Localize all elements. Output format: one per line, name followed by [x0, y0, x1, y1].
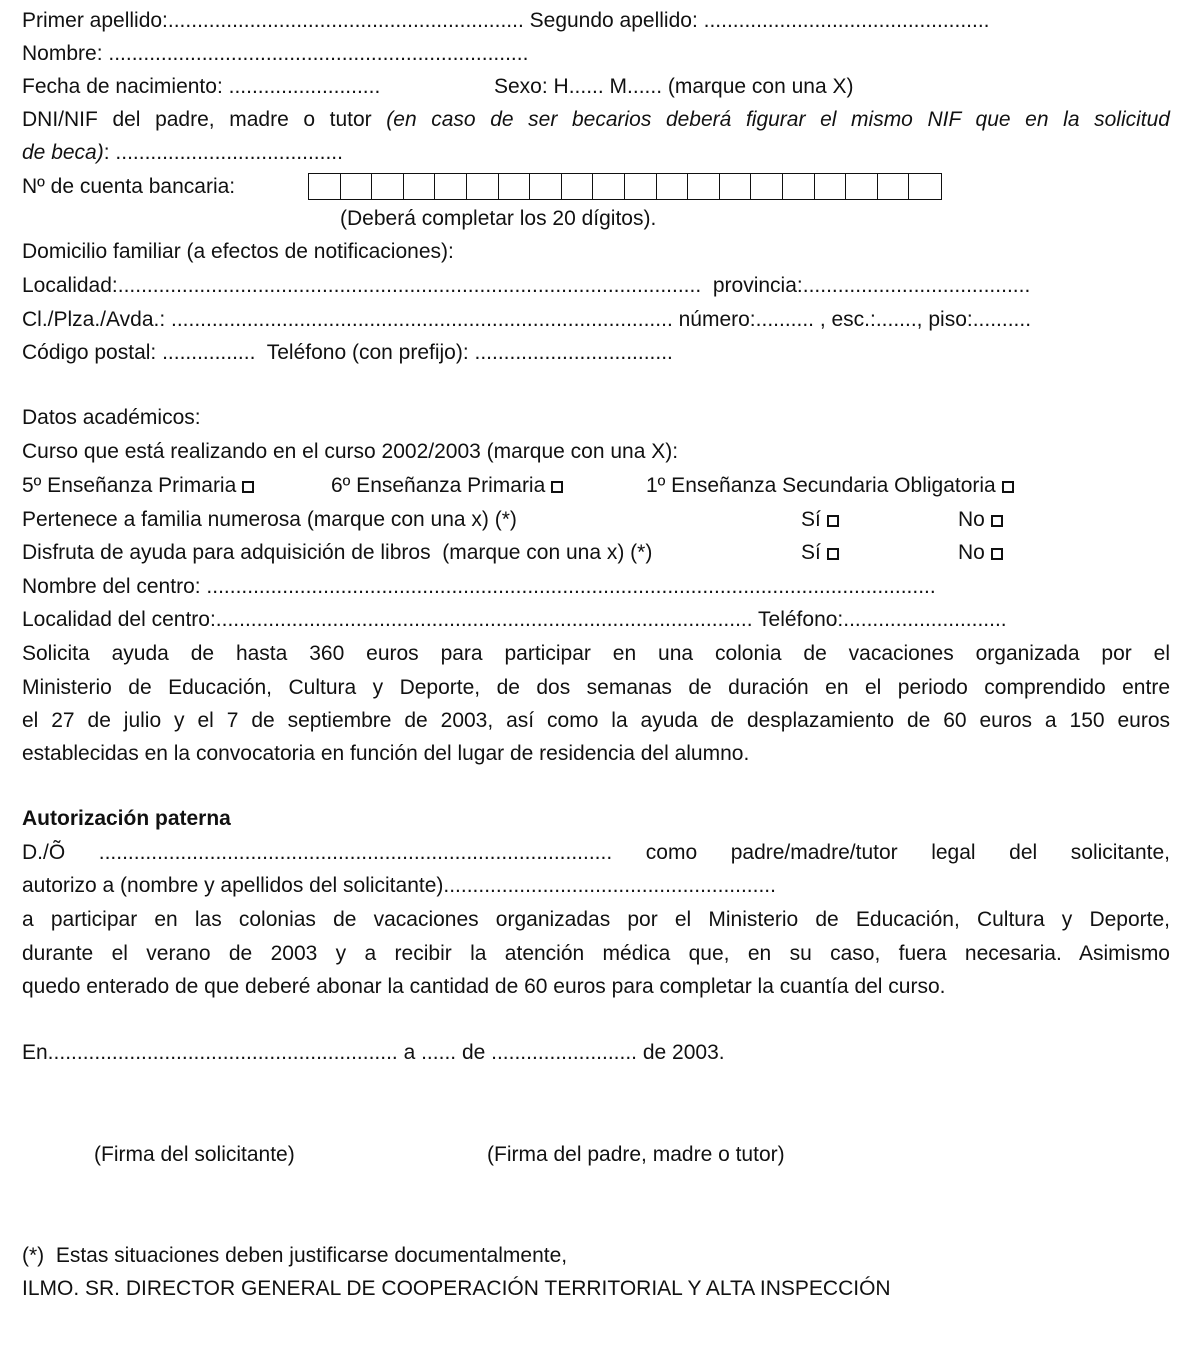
account-digit-box[interactable] [720, 174, 752, 199]
familia-numerosa-question: Pertenece a familia numerosa (marque con una x) (*) [22, 508, 517, 531]
account-number-boxes[interactable] [308, 173, 942, 200]
si-label: Sí [801, 541, 821, 564]
account-digit-box[interactable] [846, 174, 878, 199]
account-note: (Deberá completar los 20 dígitos). [340, 207, 657, 230]
destinatario: ILMO. SR. DIRECTOR GENERAL DE COOPERACIÓN TERRITORIAL Y ALTA INSPECCIÓN [22, 1277, 891, 1300]
firma-solicitante: (Firma del solicitante) [94, 1143, 295, 1166]
checkbox-libros-no[interactable] [991, 548, 1003, 560]
datos-academicos-heading: Datos académicos: [22, 406, 201, 429]
checkbox-6-primaria[interactable] [551, 481, 563, 493]
apellidos-line: Primer apellido:............................................................. Segundo apellido: ................................................. [22, 9, 990, 32]
solicita-paragraph-line: el 27 de julio y el 7 de septiembre de 2003, así como la ayuda de desplazamiento de 60 euros a 150 euros [22, 709, 1170, 732]
solicita-paragraph-line: Solicita ayuda de hasta 360 euros para participar en una colonia de vacaciones organizada por el [22, 642, 1170, 665]
curso-option-1-eso [646, 473, 1014, 499]
checkbox-familia-si[interactable] [827, 515, 839, 527]
autorizacion-line: autorizo a (nombre y apellidos del solicitante)......................................................... [22, 874, 776, 897]
dni-line-2 [22, 140, 343, 166]
si-label: Sí [801, 508, 821, 531]
autorizacion-line: durante el verano de 2003 y a recibir la atención médica que, en su caso, fuera necesaria. Asimismo [22, 942, 1170, 965]
checkbox-5-primaria[interactable] [242, 481, 254, 493]
solicita-paragraph-line: establecidas en la convocatoria en función del lugar de residencia del alumno. [22, 742, 750, 765]
account-digit-box[interactable] [657, 174, 689, 199]
cuenta-label: Nº de cuenta bancaria: [22, 175, 236, 198]
account-digit-box[interactable] [909, 174, 941, 199]
account-digit-box[interactable] [783, 174, 815, 199]
domicilio-heading: Domicilio familiar (a efectos de notificaciones): [22, 240, 454, 263]
no-label: No [958, 508, 985, 531]
autorizacion-heading: Autorización paterna [22, 807, 231, 830]
account-digit-box[interactable] [878, 174, 910, 199]
account-digit-box[interactable] [751, 174, 783, 199]
dni-note-2: de beca) [22, 141, 104, 164]
dni-line [22, 107, 1170, 133]
calle-line: Cl./Plza./Avda.: ...................................................................................... número:.......... , esc.:......., piso:.......... [22, 308, 1032, 331]
curso-option-5-primaria [22, 473, 254, 499]
dni-field: : ....................................... [103, 141, 343, 164]
nombre-line: Nombre: ........................................................................ [22, 42, 529, 65]
sexo-line: Sexo: H...... M...... (marque con una X) [494, 75, 854, 98]
account-digit-box[interactable] [625, 174, 657, 199]
curso-option-6-primaria [331, 473, 563, 499]
fecha-firma-line: En............................................................ a ...... de ......................... de 2003. [22, 1041, 725, 1064]
solicita-paragraph-line: Ministerio de Educación, Cultura y Deporte, de dos semanas de duración en el periodo comprendido entre [22, 676, 1170, 699]
checkbox-libros-si[interactable] [827, 548, 839, 560]
libros-si [801, 540, 839, 566]
account-digit-box[interactable] [530, 174, 562, 199]
codigo-postal-line: Código postal: ................ Teléfono (con prefijo): .................................. [22, 341, 673, 364]
fecha-nacimiento-line: Fecha de nacimiento: .......................... [22, 75, 381, 98]
dni-note: (en caso de ser becarios deberá figurar el mismo NIF que en la solicitud [386, 108, 1170, 131]
ayuda-libros-question: Disfruta de ayuda para adquisición de libros (marque con una x) (*) [22, 541, 653, 564]
option-label: 6º Enseñanza Primaria [331, 474, 546, 497]
autorizacion-line: a participar en las colonias de vacaciones organizadas por el Ministerio de Educación, Cultura y Deporte, [22, 908, 1170, 931]
account-digit-box[interactable] [341, 174, 373, 199]
account-digit-box[interactable] [372, 174, 404, 199]
account-digit-box[interactable] [593, 174, 625, 199]
autorizacion-line: quedo enterado de que deberé abonar la cantidad de 60 euros para completar la cuantía del curso. [22, 975, 946, 998]
familia-no [958, 507, 1003, 533]
libros-no [958, 540, 1003, 566]
localidad-centro-line: Localidad del centro:............................................................................................ Teléfono:............................ [22, 608, 1007, 631]
nota-justificacion: (*) Estas situaciones deben justificarse documentalmente, [22, 1244, 568, 1267]
curso-question: Curso que está realizando en el curso 2002/2003 (marque con una X): [22, 440, 679, 463]
option-label: 1º Enseñanza Secundaria Obligatoria [646, 474, 996, 497]
localidad-line: Localidad:.................................................................................................... provincia:....................................... [22, 274, 1031, 297]
account-digit-box[interactable] [562, 174, 594, 199]
dni-label: DNI/NIF del padre, madre o tutor [22, 108, 387, 131]
account-digit-box[interactable] [467, 174, 499, 199]
option-label: 5º Enseñanza Primaria [22, 474, 237, 497]
no-label: No [958, 541, 985, 564]
account-digit-box[interactable] [815, 174, 847, 199]
account-digit-box[interactable] [688, 174, 720, 199]
account-digit-box[interactable] [309, 174, 341, 199]
checkbox-familia-no[interactable] [991, 515, 1003, 527]
account-digit-box[interactable] [499, 174, 531, 199]
firma-padre: (Firma del padre, madre o tutor) [487, 1143, 785, 1166]
checkbox-1-eso[interactable] [1002, 481, 1014, 493]
familia-si [801, 507, 839, 533]
account-digit-box[interactable] [404, 174, 436, 199]
autorizacion-line: D./Õ ........................................................................................ como padre/madre/tutor legal del solicitante, [22, 841, 1170, 864]
nombre-centro-line: Nombre del centro: ............................................................................................................................. [22, 575, 936, 598]
account-digit-box[interactable] [435, 174, 467, 199]
